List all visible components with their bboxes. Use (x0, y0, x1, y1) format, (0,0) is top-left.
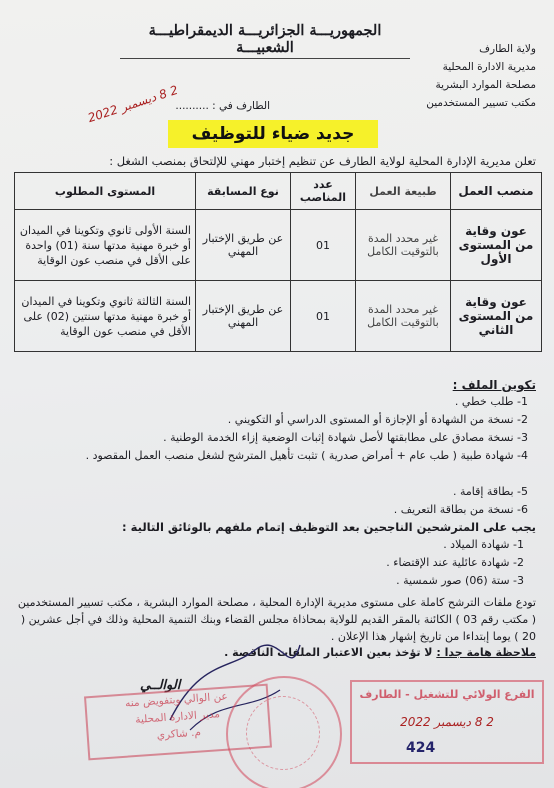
cell-post: عون وقاية من المستوى الثاني (451, 281, 542, 352)
successful-item: 3- ستة (06) صور شمسية . (396, 574, 524, 587)
file-item: 2- نسخة من الشهادة أو الإجازة أو المستوى الدراسي أو التكويني . (227, 413, 528, 426)
cell-type: عن طريق الإختبار المهني (196, 281, 291, 352)
stamp-line: مدير الادارة المحلية (134, 708, 221, 726)
header-post: منصب العمل (451, 173, 542, 210)
admin-line-directorate: مديرية الادارة المحلية (442, 61, 536, 73)
round-seal (226, 676, 342, 788)
round-seal-inner (246, 696, 320, 770)
cell-post: عون وقاية من المستوى الأول (451, 210, 542, 281)
republic-heading: الجمهوريـــة الجزائريـــة الديمقراطيـــة الشعبيـــة (120, 22, 410, 59)
cell-level: السنة الأولى ثانوي وتكوينا في الميدان أو خبرة مهنية مدتها سنة (01) واحدة على الأقل في منصب عون الوقاية (15, 210, 196, 281)
reception-stamp-date: 2 8 ديسمبر 2022 (400, 715, 494, 729)
file-item: 1- طلب خطي . (454, 395, 528, 408)
reception-stamp (350, 680, 544, 764)
reception-stamp-number: 424 (406, 740, 436, 756)
table-row (15, 210, 542, 281)
table-row (15, 281, 542, 352)
file-item: 4- شهادة طبية ( طب عام + أمراض صدرية ) تثبت تأهيل المترشح لشغل منصب العمل المقصود . (85, 449, 528, 462)
table-header-row (15, 173, 542, 210)
admin-line-wilaya: ولاية الطارف (479, 43, 536, 55)
file-item: 5- بطاقة إقامة . (452, 485, 528, 498)
header-nature: طبيعة العمل (356, 173, 451, 210)
stamp-line: م. شاكري (156, 726, 202, 742)
stamp-line: عن الوالي وبتفويض منه (124, 690, 229, 710)
deposit-instructions: تودع ملفات الترشح كاملة على مستوى مديرية الإدارة المحلية ، مصلحة الموارد البشرية ، مكتب تسيير المستخدمين ( مكتب رقم 03 ) الكائنة بالمقر القديم للولاية بمحاذاة مجلس القضاء وبنك التنمية المحلية وذلك في أجل عشرين ( 20 ) يوما إبتداءا من تاريخ إشهار هذا الإعلان . (17, 596, 536, 643)
note-text: لا تؤخذ بعين الاعتبار الملفات الناقصة . (224, 646, 433, 659)
header-level: المستوى المطلوب (15, 173, 196, 210)
file-section-title: تكوين الملف : (452, 378, 536, 392)
reception-stamp-title: الفرع الولائي للتشغيل - الطارف (359, 688, 535, 701)
cell-type: عن طريق الإختبار المهني (196, 210, 291, 281)
handwritten-date: 2 8 ديسمبر 2022 (86, 82, 180, 126)
file-item: 6- نسخة من بطاقة التعريف . (393, 503, 528, 516)
cell-nature: غير محدد المدة بالتوقيت الكامل (356, 281, 451, 352)
admin-line-office: مكتب تسيير المستخدمين (426, 97, 536, 109)
cell-count: 01 (291, 210, 356, 281)
note-label: ملاحظة هامة جدا : (436, 646, 536, 659)
successful-item: 1- شهادة الميلاد . (443, 538, 524, 551)
header-count: عدد المناصب (291, 173, 356, 210)
promo-banner: جديد ضياء للتوظيف (168, 120, 378, 148)
successful-item: 2- شهادة عائلية عند الإقتضاء . (386, 556, 524, 569)
admin-line-service: مصلحة الموارد البشرية (435, 79, 536, 91)
file-item: 3- نسخة مصادق على مطابقتها لأصل شهادة إثبات الوضعية إزاء الخدمة الوطنية . (163, 431, 528, 444)
positions-table (14, 172, 542, 352)
signatory-title: الوالــي (140, 678, 181, 693)
successful-section-title: يجب على المترشحين الناجحين بعد التوظيف إتمام ملفهم بالوثائق التالية : (122, 520, 536, 534)
cell-count: 01 (291, 281, 356, 352)
cell-level: السنة الثالثة ثانوي وتكوينا في الميدان أو خبرة مهنية مدتها سنتين (02) على الأقل في منصب عون الوقاية (15, 281, 196, 352)
header-type: نوع المسابقة (196, 173, 291, 210)
announcement-intro: تعلن مديرية الإدارة المحلية لولاية الطارف عن تنظيم إختبار مهني للإلتحاق بمنصب الشغل : (109, 154, 536, 168)
cell-nature: غير محدد المدة بالتوقيت الكامل (356, 210, 451, 281)
place-date: الطارف في : .......... (175, 100, 270, 112)
